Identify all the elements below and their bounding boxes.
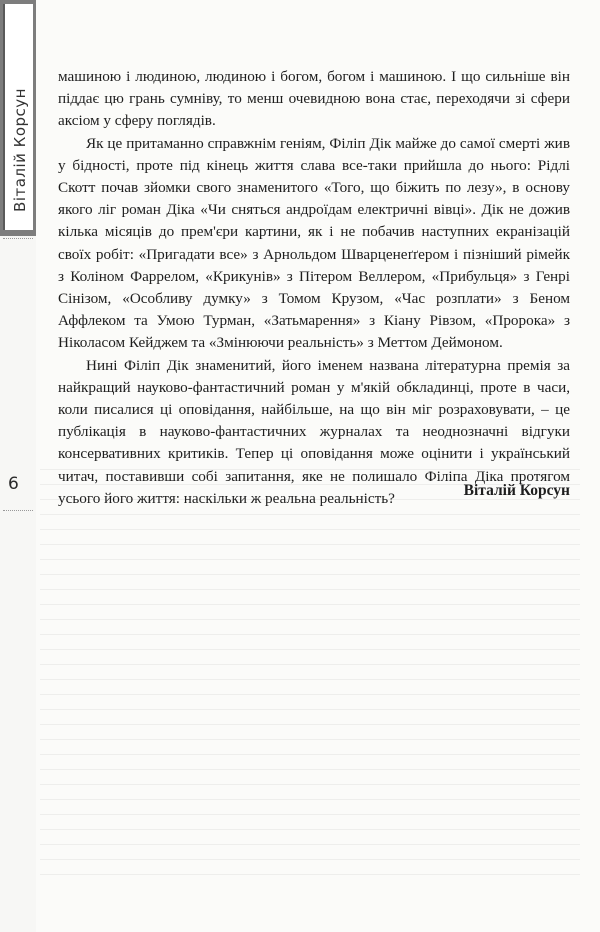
paragraph-2: Як це притаманно справжнім геніям, Філіп Дік майже до самої смерті жив у бідності, проте під кінець життя слава все-таки прийшла до нього: Рідлі Скотт почав зйомки свого знаменитого «Того, що біжить по лезу», в основу якого ліг роман Діка «Чи сняться андроїдам електричні вівці». Дік не дожив кілька місяців до прем'єри картини, як і не побачив наступних екранізацій своїх робіт: «Пригадати все» з Арнольдом Шварценеґґером і пізніший рімейк з Коліном Фаррелом, «Крикунів» з Пітером Веллером, «Прибульця» з Генрі Сінізом, «Особливу думку» з Томом Крузом, «Час розплати» з Беном Аффлеком та Умою Турман, «Затьмарення» з Кіану Рівзом, «Пророка» з Ніколасом Кейджем та «Змінюючи реальність» з Меттом Деймоном. [58, 134, 570, 352]
author-signature: Віталій Корсун [463, 482, 570, 499]
side-strip [0, 0, 36, 932]
running-head-author: Віталій Корсун [11, 88, 29, 212]
show-through-texture [40, 455, 580, 885]
body-text [58, 66, 570, 510]
side-divider-top [3, 238, 33, 239]
page-number: 6 [8, 474, 19, 494]
side-divider-bottom [3, 510, 33, 511]
paragraph-3: Нині Філіп Дік знаменитий, його іменем названа літературна премія за найкращий науково-фантастичний роман у м'якій обкладинці, проте в часи, коли писалися ці оповідання, найбільше, на що він міг розраховувати, – це публікація в науково-фантастичних журналах та неоднозначні відгуки консервативних критиків. Тепер ці оповідання може оцінити і український читач, поставивши собі запитання, яке не полишало Філіпа Діка протягом усього його життя: наскільки ж реальна реальність? [58, 356, 570, 507]
paragraph-1: машиною і людиною, людиною і богом, богом і машиною. І що сильніше він піддає цю грань сумніву, то менш очевидною вона стає, переходячи зі сфери аксіом у сферу поглядів. [58, 68, 570, 130]
